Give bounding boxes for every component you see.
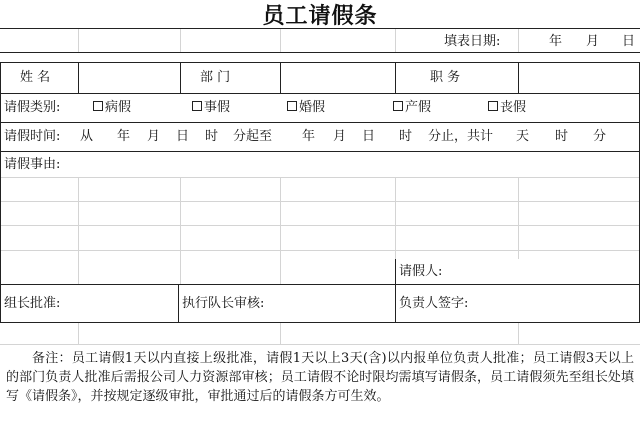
leave-time-end-day: 日 bbox=[362, 129, 376, 144]
grid-line bbox=[395, 177, 396, 259]
position-label: 职 务 bbox=[430, 70, 461, 85]
table-border bbox=[395, 259, 396, 322]
grid-line bbox=[78, 28, 79, 52]
table-border bbox=[0, 62, 1, 322]
grid-line bbox=[78, 177, 79, 284]
checkbox[interactable] bbox=[192, 101, 202, 111]
checkbox[interactable] bbox=[393, 101, 403, 111]
leave-option-label: 丧假 bbox=[500, 100, 527, 115]
checkbox[interactable] bbox=[93, 101, 103, 111]
leave-option-personal[interactable] bbox=[192, 100, 230, 116]
table-border bbox=[280, 62, 281, 93]
checkbox[interactable] bbox=[287, 101, 297, 111]
leave-option-marriage[interactable] bbox=[287, 100, 325, 116]
fill-date-label: 填表日期: bbox=[444, 34, 501, 49]
table-border bbox=[518, 62, 519, 93]
grid-line bbox=[0, 225, 640, 226]
grid-line bbox=[518, 322, 519, 344]
grid-line bbox=[0, 201, 640, 202]
leader-approval-label: 组长批准: bbox=[4, 296, 61, 311]
leave-time-start-hour: 时 bbox=[205, 129, 219, 144]
table-border bbox=[0, 322, 640, 323]
leave-time-total-minute: 分 bbox=[593, 129, 607, 144]
grid-line bbox=[395, 28, 396, 52]
table-border bbox=[0, 52, 640, 53]
leave-time-from: 从 bbox=[80, 129, 94, 144]
leave-option-maternity[interactable] bbox=[393, 100, 431, 116]
fill-date-month: 月 bbox=[586, 34, 600, 49]
grid-line bbox=[0, 344, 640, 345]
reason-label: 请假事由: bbox=[4, 157, 61, 172]
leave-option-label: 产假 bbox=[405, 100, 432, 115]
table-border bbox=[78, 62, 79, 93]
table-border bbox=[0, 284, 640, 285]
leave-option-sick[interactable] bbox=[93, 100, 131, 116]
leave-time-start-year: 年 bbox=[117, 129, 131, 144]
grid-line bbox=[78, 322, 79, 344]
grid-line bbox=[0, 177, 640, 178]
table-border bbox=[395, 62, 396, 93]
grid-line bbox=[518, 177, 519, 259]
form-note: 备注：员工请假1天以内直接上级批准，请假1天以上3天(含)以内报单位负责人批准；员工请假3天以上的部门负责人批准后需报公司人力资源部审核；员工请假不论时限均需填写请假条，员工请假须先至组长处填写《请假条》，并按规定逐级审批，审批通过后的请假条方可生效。 bbox=[6, 351, 634, 404]
head-signature-label: 负责人签字: bbox=[399, 296, 469, 311]
table-border bbox=[0, 93, 640, 94]
applicant-label: 请假人: bbox=[399, 264, 443, 279]
leave-time-label: 请假时间: bbox=[4, 129, 61, 144]
department-label: 部 门 bbox=[200, 70, 231, 85]
table-border bbox=[180, 62, 181, 93]
leave-time-end-month: 月 bbox=[333, 129, 347, 144]
leave-time-total-hour: 时 bbox=[555, 129, 569, 144]
form-title: 员工请假条 bbox=[262, 3, 378, 29]
leave-time-start-day: 日 bbox=[176, 129, 190, 144]
table-border bbox=[0, 151, 640, 152]
grid-line bbox=[280, 322, 281, 344]
leave-option-bereavement[interactable] bbox=[488, 100, 526, 116]
fill-date-year: 年 bbox=[549, 34, 563, 49]
grid-line bbox=[280, 177, 281, 284]
leave-time-start-month: 月 bbox=[147, 129, 161, 144]
grid-line bbox=[180, 177, 181, 284]
grid-line bbox=[0, 250, 640, 251]
grid-line bbox=[280, 28, 281, 52]
fill-date-day: 日 bbox=[622, 34, 636, 49]
leave-time-total-day: 天 bbox=[516, 129, 530, 144]
table-border bbox=[0, 62, 640, 63]
leave-time-end-minute: 分止，共计 bbox=[428, 129, 494, 144]
checkbox[interactable] bbox=[488, 101, 498, 111]
captain-review-label: 执行队长审核: bbox=[182, 296, 265, 311]
grid-line bbox=[518, 28, 519, 52]
name-label: 姓 名 bbox=[20, 70, 51, 85]
leave-time-start-minute: 分起至 bbox=[233, 129, 273, 144]
table-border bbox=[0, 122, 640, 123]
leave-time-end-year: 年 bbox=[302, 129, 316, 144]
leave-option-label: 事假 bbox=[204, 100, 231, 115]
leave-time-end-hour: 时 bbox=[399, 129, 413, 144]
grid-line bbox=[180, 28, 181, 52]
table-border bbox=[178, 284, 179, 322]
leave-option-label: 婚假 bbox=[299, 100, 326, 115]
leave-type-label: 请假类别: bbox=[4, 100, 61, 115]
leave-option-label: 病假 bbox=[105, 100, 132, 115]
